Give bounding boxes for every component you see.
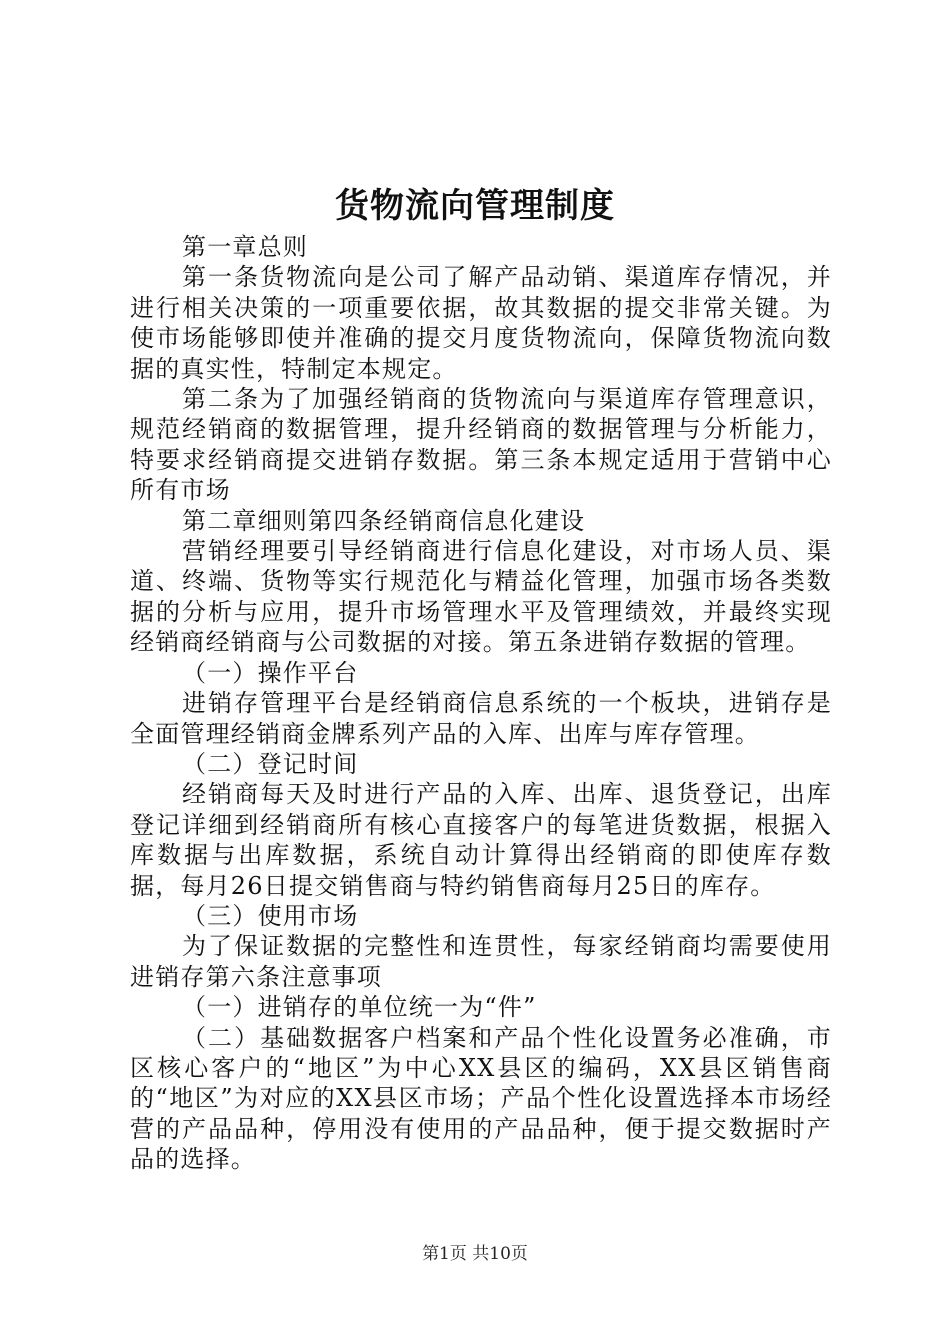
document-title: 货物流向管理制度 xyxy=(335,186,615,226)
paragraph: 第二条为了加强经销商的货物流向与渠道库存管理意识，规范经销商的数据管理，提升经销商的数据管理与分析能力，特要求经销商提交进销存数据。第三条本规定适用于营销中心所有市场 xyxy=(130,385,832,505)
paragraph: 进销存管理平台是经销商信息系统的一个板块，进销存是全面管理经销商金牌系列产品的入库、出库与库存管理。 xyxy=(130,689,832,748)
paragraph: 营销经理要引导经销商进行信息化建设，对市场人员、渠道、终端、货物等实行规范化与精益化管理，加强市场各类数据的分析与应用，提升市场管理水平及管理绩效，并最终实现经销商经销商与公司数据的对接。第五条进销存数据的管理。 xyxy=(130,537,832,657)
paragraph: 第二章细则第四条经销商信息化建设 xyxy=(182,506,586,535)
paragraph: （一）进销存的单位统一为“件” xyxy=(182,993,537,1022)
paragraph: （二）登记时间 xyxy=(182,749,359,778)
paragraph: 第一条货物流向是公司了解产品动销、渠道库存情况，并进行相关决策的一项重要依据，故其数据的提交非常关键。为使市场能够即使并准确的提交月度货物流向，保障货物流向数据的真实性，特制定本规定。 xyxy=(130,263,832,383)
paragraph: （一）操作平台 xyxy=(182,658,359,687)
page-number-footer: 第1页 共10页 xyxy=(422,1244,528,1264)
paragraph: （二）基础数据客户档案和产品个性化设置务必准确，市区核心客户的“地区”为中心XX县区的编码，XX县区销售商的“地区”为对应的XX县区市场；产品个性化设置选择本市场经营的产品品种，停用没有使用的产品品种，便于提交数据时产品的选择。 xyxy=(130,1023,832,1174)
paragraph: （三）使用市场 xyxy=(182,901,359,930)
paragraph: 为了保证数据的完整性和连贯性，每家经销商均需要使用进销存第六条注意事项 xyxy=(130,932,832,991)
paragraph: 经销商每天及时进行产品的入库、出库、退货登记，出库登记详细到经销商所有核心直接客户的每笔进货数据，根据入库数据与出库数据，系统自动计算得出经销商的即使库存数据，每月26日提交销售商与特约销售商每月25日的库存。 xyxy=(130,780,832,900)
paragraph: 第一章总则 xyxy=(182,233,308,261)
document-body xyxy=(130,232,832,1175)
